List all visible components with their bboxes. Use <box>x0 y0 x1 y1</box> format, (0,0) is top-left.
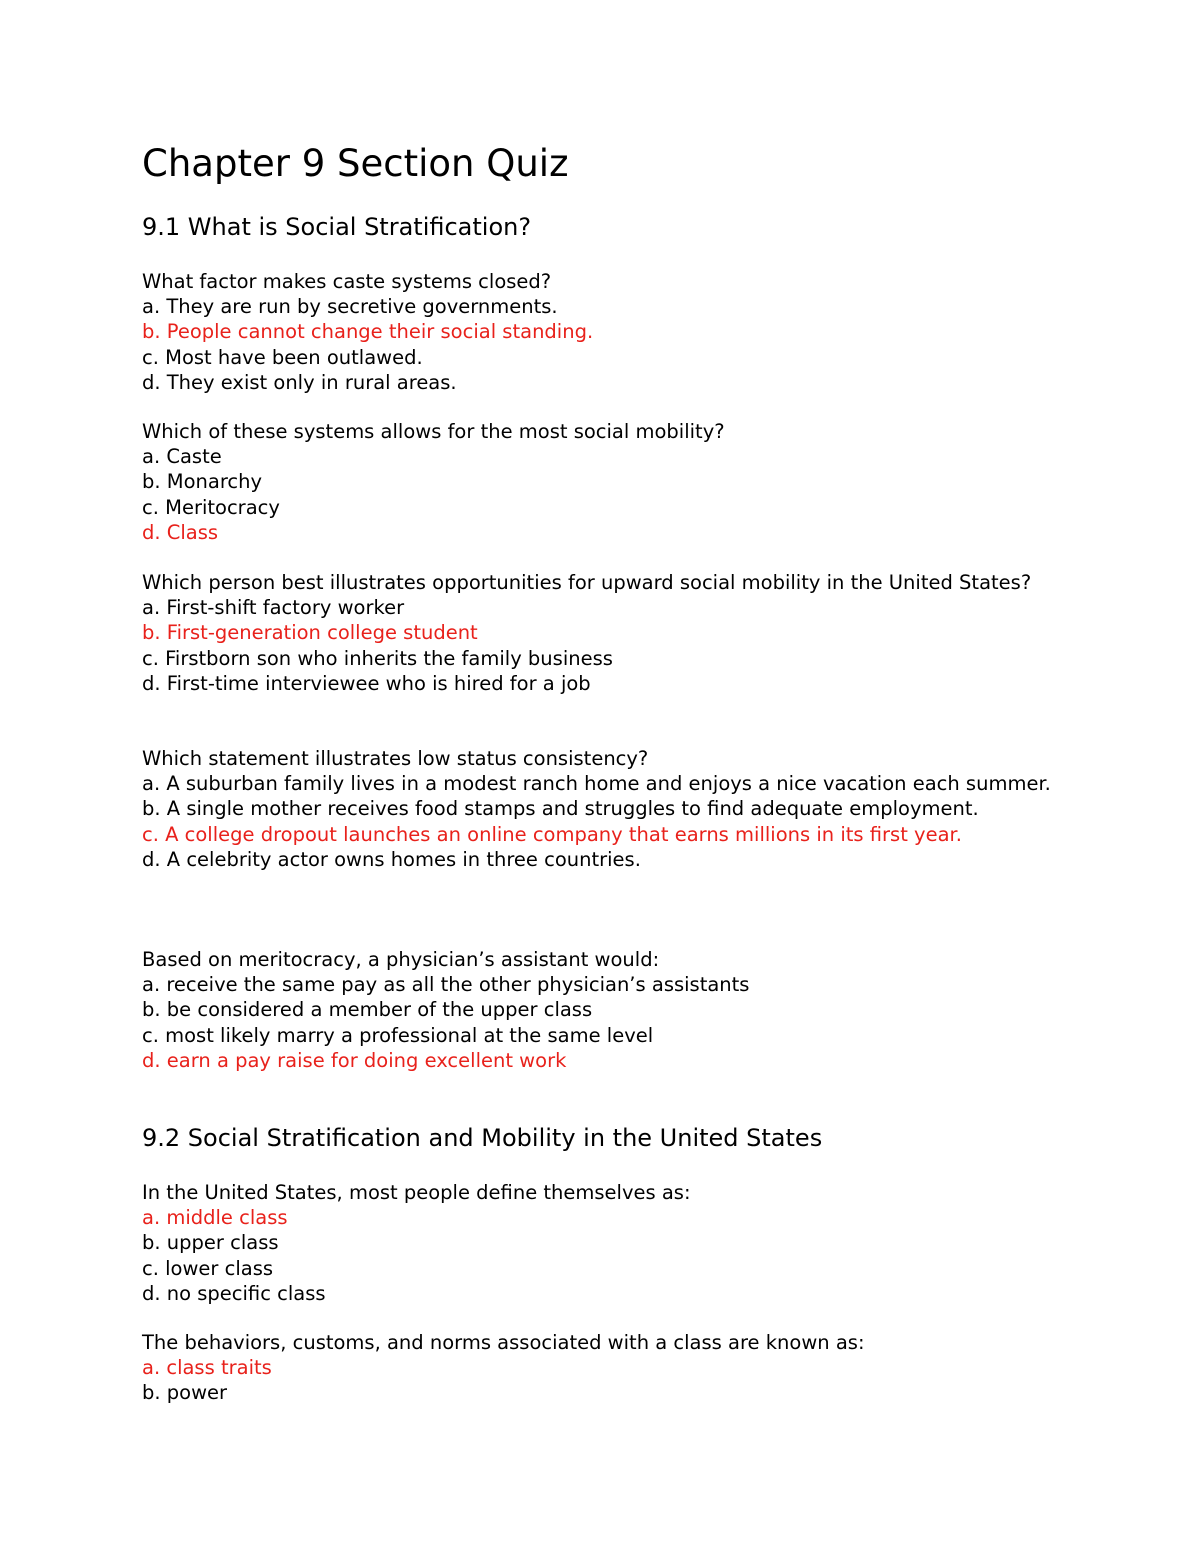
question-prompt: Which person best illustrates opportunities for upward social mobility in the United States? <box>142 571 1032 594</box>
page-title: Chapter 9 Section Quiz <box>142 142 569 185</box>
question-prompt: The behaviors, customs, and norms associated with a class are known as: <box>142 1331 865 1354</box>
answer-option: d. A celebrity actor owns homes in three countries. <box>142 847 641 871</box>
question-prompt: Based on meritocracy, a physician’s assistant would: <box>142 948 660 971</box>
answer-option: d. They exist only in rural areas. <box>142 370 457 394</box>
question-prompt: Which statement illustrates low status consistency? <box>142 747 649 770</box>
question-prompt: What factor makes caste systems closed? <box>142 270 552 293</box>
correct-answer-option: c. A college dropout launches an online company that earns millions in its first year. <box>142 822 962 846</box>
answer-option: a. Caste <box>142 445 222 469</box>
quiz-question <box>142 570 1062 696</box>
correct-answer-option: d. earn a pay raise for doing excellent work <box>142 1048 567 1072</box>
answer-option: c. Firstborn son who inherits the family business <box>142 646 613 670</box>
quiz-question <box>142 1180 1062 1306</box>
question-prompt: Which of these systems allows for the most social mobility? <box>142 420 725 443</box>
quiz-question <box>142 269 1062 395</box>
answer-option: c. lower class <box>142 1256 274 1280</box>
answer-option: b. A single mother receives food stamps and struggles to find adequate employment. <box>142 797 979 821</box>
quiz-question <box>142 746 1062 872</box>
answer-option: b. Monarchy <box>142 470 263 494</box>
answer-option: c. Meritocracy <box>142 495 280 519</box>
correct-answer-option: a. middle class <box>142 1206 288 1230</box>
answer-option: b. be considered a member of the upper class <box>142 998 593 1022</box>
answer-option: a. A suburban family lives in a modest ranch home and enjoys a nice vacation each summer. <box>142 772 1051 796</box>
answer-option: a. receive the same pay as all the other physician’s assistants <box>142 973 750 997</box>
answer-option: b. upper class <box>142 1231 279 1255</box>
answer-option: c. most likely marry a professional at the same level <box>142 1023 654 1047</box>
correct-answer-option: d. Class <box>142 520 219 544</box>
quiz-question <box>142 419 1062 545</box>
answer-option: d. First-time interviewee who is hired for a job <box>142 671 591 695</box>
answer-option: b. power <box>142 1381 228 1405</box>
quiz-question <box>142 947 1062 1073</box>
correct-answer-option: b. First-generation college student <box>142 621 478 645</box>
answer-option: c. Most have been outlawed. <box>142 345 423 369</box>
answer-option: a. First-shift factory worker <box>142 596 405 620</box>
section-heading: 9.2 Social Stratification and Mobility in the United States <box>142 1124 823 1152</box>
question-prompt: In the United States, most people define themselves as: <box>142 1181 691 1204</box>
correct-answer-option: a. class traits <box>142 1356 272 1380</box>
correct-answer-option: b. People cannot change their social standing. <box>142 320 594 344</box>
quiz-question <box>142 1330 1062 1406</box>
answer-option: a. They are run by secretive governments. <box>142 295 558 319</box>
section-heading: 9.1 What is Social Stratification? <box>142 213 532 241</box>
answer-option: d. no specific class <box>142 1281 326 1305</box>
